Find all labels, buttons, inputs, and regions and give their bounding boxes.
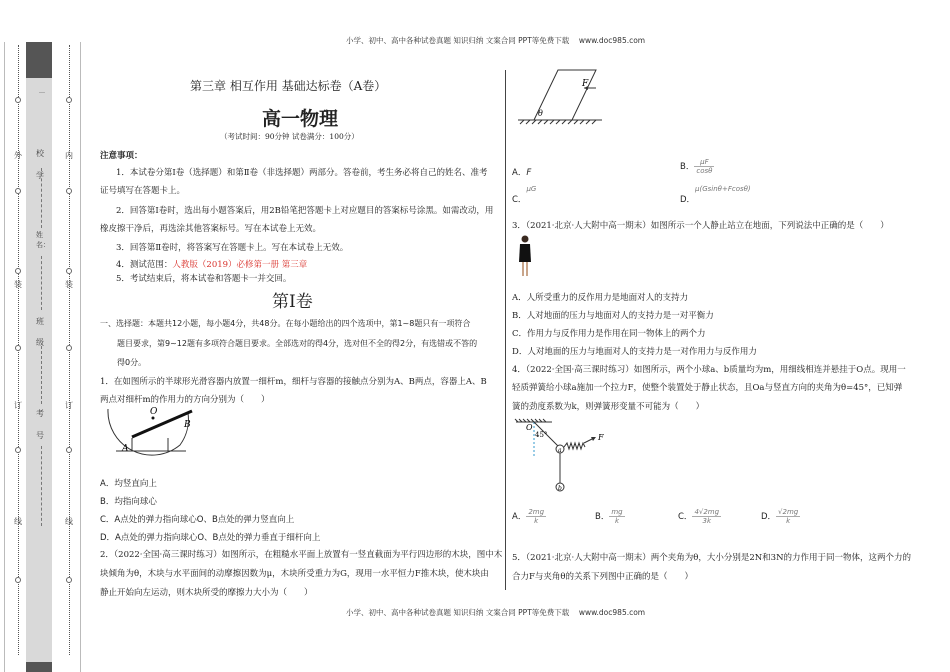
question-1-text: 1．在如图所示的半球形光滑容器内放置一细杆m，细杆与容器的接触点分别为A、B两点，容器上A、B (100, 377, 487, 387)
question-2-text: 块倾角为θ，木块与水平面间的动摩擦因数为μ，木块所受重力为G，现用一水平恒力F推木块，使木块由 (100, 569, 489, 579)
section-instructions: 得0分。 (117, 358, 147, 367)
part-heading: 第Ⅰ卷 (272, 292, 313, 312)
gutter-label: 装 (14, 280, 22, 289)
gutter-label: 内 (65, 151, 73, 160)
fraction-denominator: 3k (702, 517, 712, 525)
fraction-denominator: k (786, 517, 791, 525)
question-5-text: 5．（2021·北京·人大附中高一期末）两个夹角为θ，大小分别是2N和3N的力作用于同一物体，这两个力的 (512, 553, 912, 563)
option-b[interactable]: B．均指向球心 (100, 497, 157, 507)
question-3-text: 3．（2021·北京·人大附中高一期末）如图所示一个人静止站立在地面，下列说法中正确的是（ ） (512, 221, 889, 231)
fraction-denominator: k (614, 517, 619, 525)
exam-number-label: 考 (36, 409, 44, 418)
force-label: F (582, 79, 589, 89)
fraction-denominator: k (534, 517, 539, 525)
footer-watermark (346, 607, 645, 618)
option-b[interactable]: B． (680, 162, 695, 172)
option-b[interactable]: B．人对地面的压力与地面对人的支持力是一对平衡力 (512, 311, 714, 321)
parallelogram-block-figure (512, 68, 612, 128)
option-d[interactable]: D． (680, 195, 696, 205)
note-text: 1．本试卷分第Ⅰ卷（选择题）和第Ⅱ卷（非选择题）两部分。答卷前，考生务必将自己的姓名、准考 (116, 168, 488, 178)
option-a[interactable]: A． (512, 512, 527, 522)
page-title: 高一物理 (262, 108, 339, 130)
gutter-label: 订 (14, 401, 22, 410)
column-divider (505, 70, 506, 590)
class-label: 级 (36, 338, 44, 347)
fraction-numerator: 4√2mg (694, 508, 720, 516)
standing-person-image (516, 234, 534, 278)
question-5-text: 合力F与夹角θ的关系下列图中正确的是（ ） (512, 572, 694, 582)
point-o-label: O (526, 423, 533, 432)
ball-b-label: b (558, 485, 562, 492)
option-d[interactable]: D． (761, 512, 777, 522)
school-label: 学 (36, 171, 44, 180)
gutter-label: 订 (65, 401, 73, 410)
question-2-text: 2．（2022·全国·高三课时练习）如图所示，在粗糙水平面上放置有一竖直截面为平行四边形的木块，图中木 (100, 550, 503, 560)
exam-subtitle: 第三章 相互作用 基础达标卷（A卷） (190, 79, 387, 93)
exam-number-field[interactable] (41, 446, 42, 526)
class-field[interactable] (41, 346, 42, 404)
name-label: 姓名： (36, 231, 50, 249)
option-c-value: μG (526, 185, 537, 193)
class-label: 班 (36, 317, 44, 326)
note-text: 证号填写在答题卡上。 (100, 186, 186, 196)
fraction-numerator: √2mg (778, 508, 799, 516)
fraction-numerator: 2mg (528, 508, 545, 516)
point-o-label: O (150, 407, 158, 417)
angle-label: θ (538, 109, 543, 118)
gutter-label: 装 (65, 280, 73, 289)
header-watermark (346, 35, 645, 46)
watermark-url: www.doc985.com (578, 36, 646, 45)
option-d[interactable]: D．人对地面的压力与地面对人的支持力是一对作用力与反作用力 (512, 347, 757, 357)
school-label: 校 (36, 149, 44, 158)
option-a[interactable]: A． (512, 168, 527, 178)
fraction-numerator: mg (611, 508, 623, 516)
hemisphere-rod-figure (100, 405, 200, 460)
question-1-text: 两点对细杆m的作用力的方向分别为（ ） (100, 395, 270, 405)
option-a[interactable]: A．均竖直向上 (100, 479, 157, 489)
exam-number-label: 号 (36, 431, 44, 440)
gutter-label: 外 (14, 151, 22, 160)
fraction-numerator: μF (694, 158, 714, 167)
question-2-text: 静止开始向左运动，则木块所受的摩擦力大小为（ ） (100, 588, 313, 598)
notes-heading: 注意事项： (100, 151, 143, 161)
option-d-value: μ(Gsinθ+Fcosθ) (695, 185, 751, 193)
option-c[interactable]: C．作用力与反作用力是作用在同一物体上的两个力 (512, 329, 706, 339)
question-4-text: 轻质弹簧给小球a施加一个拉力F，使整个装置处于静止状态，且Oa与竖直方向的夹角为θ=45°，已知弹 (512, 383, 903, 393)
note-text: 5．考试结束后，将本试卷和答题卡一并交回。 (116, 274, 292, 284)
test-scope: 人教版（2019）必修第一册 第三章 (172, 260, 308, 270)
force-label: F (598, 433, 604, 442)
section-instructions: 题目要求，第9~12题有多项符合题目要求。全部选对的得4分，选对但不全的得2分，有选错或不答的 (117, 339, 478, 348)
spring-balls-figure (512, 416, 622, 496)
note-text: 2．回答第Ⅰ卷时，选出每小题答案后，用2B铅笔把答题卡上对应题目的答案标号涂黑。如需改动，用 (116, 206, 494, 216)
option-a-value: F (526, 168, 532, 178)
gutter-label: 线 (14, 517, 22, 526)
gutter-label: 线 (65, 517, 73, 526)
question-4-text: 簧的劲度系数为k，则弹簧形变量不可能为（ ） (512, 402, 705, 412)
point-a-label: A (122, 444, 129, 454)
watermark-url: www.doc985.com (578, 608, 646, 617)
note-text: 3．回答第Ⅱ卷时，将答案写在答题卡上。写在本试卷上无效。 (116, 243, 349, 253)
question-4-text: 4．（2022·全国·高三课时练习）如图所示，两个小球a、b质量均为m，用细线相连并悬挂于O点。现用一 (512, 365, 906, 375)
exam-meta: （考试时间：90分钟 试卷满分：100分） (220, 132, 359, 141)
section-instructions: 一、选择题：本题共12小题，每小题4分，共48分。在每小题给出的四个选项中，第1~8题只有一项符合 (100, 319, 471, 328)
angle-label: 45° (535, 431, 548, 439)
option-c[interactable]: C．A点处的弹力指向球心O、B点处的弹力竖直向上 (100, 515, 295, 525)
watermark-text: 小学、初中、高中各种试卷真题 知识归纳 文案合同 PPT等免费下载 (346, 608, 570, 617)
option-b[interactable]: B． (595, 512, 610, 522)
fraction-denominator: cosθ (696, 167, 713, 175)
ball-a-label: a (558, 447, 562, 454)
option-c[interactable]: C． (678, 512, 693, 522)
option-d[interactable]: D．A点处的弹力指向球心O、B点处的弹力垂直于细杆向上 (100, 533, 321, 543)
note-text: 4．测试范围： (116, 260, 173, 270)
point-b-label: B (184, 420, 191, 430)
option-c[interactable]: C． (512, 195, 527, 205)
watermark-text: 小学、初中、高中各种试卷真题 知识归纳 文案合同 PPT等免费下载 (346, 36, 570, 45)
gutter-dots: … (39, 88, 45, 95)
school-field[interactable] (41, 168, 42, 228)
note-text: 橡皮擦干净后，再选涂其他答案标号。写在本试卷上无效。 (100, 224, 322, 234)
option-a[interactable]: A．人所受重力的反作用力是地面对人的支持力 (512, 293, 689, 303)
name-field[interactable] (41, 256, 42, 310)
